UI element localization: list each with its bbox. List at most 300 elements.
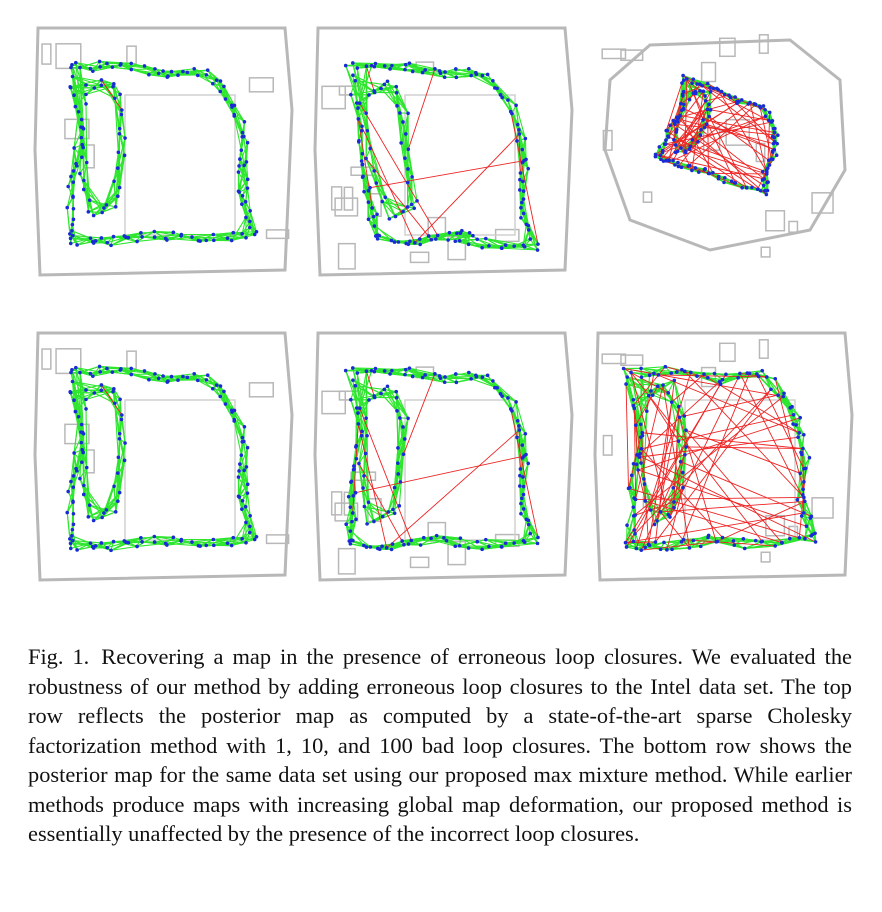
pose-node xyxy=(240,135,244,139)
map-panel-bottom-1 xyxy=(30,325,300,590)
pose-node xyxy=(245,465,249,469)
pose-node xyxy=(802,467,806,471)
pose-node xyxy=(231,536,235,540)
pose-node xyxy=(390,64,394,68)
pose-node xyxy=(349,538,353,542)
pose-node xyxy=(349,505,353,509)
pose-node xyxy=(707,172,711,176)
pose-node xyxy=(702,90,706,94)
pose-node xyxy=(705,122,709,126)
pose-node xyxy=(69,547,73,551)
pose-node xyxy=(68,85,72,89)
pose-node xyxy=(367,93,371,97)
pose-node xyxy=(518,428,522,432)
pose-node xyxy=(98,60,102,64)
pose-node xyxy=(75,548,79,552)
pose-node xyxy=(767,159,771,163)
pose-node xyxy=(244,521,248,525)
pose-node xyxy=(81,146,85,150)
pose-node xyxy=(805,524,809,528)
loop-closure-edge xyxy=(67,208,70,234)
pose-node xyxy=(518,132,522,136)
pose-node xyxy=(85,161,89,165)
pose-node xyxy=(372,394,376,398)
pose-node xyxy=(724,373,728,377)
pose-node xyxy=(123,154,127,158)
erroneous-loop-closure xyxy=(370,161,524,188)
pose-node xyxy=(658,145,662,149)
pose-node xyxy=(394,215,398,219)
room-wall xyxy=(42,44,51,64)
pose-node xyxy=(528,237,532,241)
pose-node xyxy=(393,511,397,515)
pose-node xyxy=(368,186,372,190)
pose-node xyxy=(166,74,170,78)
pose-node xyxy=(800,453,804,457)
pose-node xyxy=(72,398,76,402)
pose-node xyxy=(92,241,96,245)
pose-node xyxy=(518,188,522,192)
courtyard-outline xyxy=(125,95,235,235)
pose-node xyxy=(433,67,437,71)
pose-node xyxy=(219,384,223,388)
pose-node xyxy=(765,193,769,197)
pose-node xyxy=(140,540,144,544)
pose-node xyxy=(487,244,491,248)
pose-node xyxy=(93,391,97,395)
pose-node xyxy=(458,544,462,548)
pose-node xyxy=(231,231,235,235)
pose-node xyxy=(114,510,118,514)
pose-node xyxy=(733,95,737,99)
pose-node xyxy=(361,163,365,167)
pose-node xyxy=(395,409,399,413)
pose-node xyxy=(755,372,759,376)
pose-node xyxy=(458,239,462,243)
room-wall xyxy=(127,351,136,369)
pose-node xyxy=(147,378,151,382)
pose-node xyxy=(765,172,769,176)
pose-node xyxy=(798,472,802,476)
pose-node xyxy=(788,406,792,410)
pose-node xyxy=(765,181,769,185)
pose-node xyxy=(702,372,706,376)
pose-node xyxy=(796,435,800,439)
pose-node xyxy=(170,375,174,379)
pose-node xyxy=(690,169,694,173)
pose-node xyxy=(71,500,75,504)
pose-node xyxy=(474,71,478,75)
pose-node xyxy=(79,441,83,445)
room-wall xyxy=(603,436,612,455)
pose-node xyxy=(112,235,116,239)
pose-node xyxy=(70,229,74,233)
pose-node xyxy=(395,104,399,108)
pose-node xyxy=(664,142,668,146)
pose-node xyxy=(120,108,124,112)
room-wall xyxy=(766,211,785,231)
pose-node xyxy=(82,432,86,436)
pose-node xyxy=(355,371,359,375)
pose-node xyxy=(206,68,210,72)
erroneous-loop-closure xyxy=(709,173,767,174)
pose-node xyxy=(237,170,241,174)
room-wall xyxy=(411,252,429,262)
pose-node xyxy=(404,132,408,136)
pose-node xyxy=(105,203,109,207)
pose-node xyxy=(460,229,464,233)
pose-node xyxy=(814,540,818,544)
pose-node xyxy=(671,119,675,123)
erroneous-loop-closure xyxy=(387,430,520,548)
pose-node xyxy=(423,373,427,377)
pose-node xyxy=(730,179,734,183)
pose-node xyxy=(355,457,359,461)
pose-node xyxy=(395,91,399,95)
pose-node xyxy=(519,171,523,175)
pose-node xyxy=(654,153,658,157)
pose-node xyxy=(248,209,252,213)
room-wall xyxy=(761,247,770,257)
pose-node xyxy=(383,64,387,68)
pose-node xyxy=(356,106,360,110)
pose-node xyxy=(387,510,391,514)
pose-node xyxy=(528,532,532,536)
pose-node xyxy=(253,233,257,237)
pose-node xyxy=(351,378,355,382)
pose-node xyxy=(100,83,104,87)
pose-node xyxy=(129,62,133,66)
pose-node xyxy=(674,151,678,155)
pose-node xyxy=(688,147,692,151)
pose-node xyxy=(803,500,807,504)
room-wall xyxy=(42,349,51,369)
pose-node xyxy=(469,377,473,381)
pose-node xyxy=(82,127,86,131)
pose-node xyxy=(360,124,364,128)
pose-node xyxy=(394,390,398,394)
room-wall xyxy=(339,549,356,574)
pose-node xyxy=(661,149,665,153)
pose-node xyxy=(459,536,463,540)
pose-node xyxy=(129,68,133,72)
pose-node xyxy=(364,157,368,161)
pose-node xyxy=(69,371,73,375)
pose-node xyxy=(349,529,353,533)
pose-node xyxy=(374,367,378,371)
pose-node xyxy=(748,101,752,105)
room-wall xyxy=(789,221,797,232)
pose-node xyxy=(380,200,384,204)
pose-node xyxy=(246,446,250,450)
pose-node xyxy=(406,205,410,209)
pose-node xyxy=(406,111,410,115)
pose-node xyxy=(677,116,681,120)
pose-node xyxy=(701,118,705,122)
pose-node xyxy=(668,124,672,128)
pose-node xyxy=(240,507,244,511)
pose-node xyxy=(369,545,373,549)
pose-node xyxy=(386,384,390,388)
pose-node xyxy=(211,82,215,86)
pose-node xyxy=(776,133,780,137)
room-wall xyxy=(643,192,651,202)
pose-node xyxy=(72,169,76,173)
pose-node xyxy=(506,98,510,102)
pose-node xyxy=(711,171,715,175)
pose-node xyxy=(105,241,109,245)
pose-node xyxy=(484,538,488,542)
pose-node xyxy=(762,104,766,108)
pose-node xyxy=(84,83,88,87)
pose-node xyxy=(386,79,390,83)
pose-node xyxy=(100,541,104,545)
pose-node xyxy=(697,170,701,174)
pose-node xyxy=(68,232,72,236)
erroneous-loop-closure xyxy=(635,389,771,534)
pose-node xyxy=(74,366,78,370)
pose-node xyxy=(467,371,471,375)
pose-node xyxy=(408,240,412,244)
pose-node xyxy=(443,70,447,74)
pose-node xyxy=(100,236,104,240)
pose-node xyxy=(118,397,122,401)
pose-node xyxy=(404,368,408,372)
pose-node xyxy=(113,401,117,405)
pose-node xyxy=(809,534,813,538)
pose-node xyxy=(430,238,434,242)
pose-node xyxy=(519,216,523,220)
pose-node xyxy=(353,384,357,388)
pose-node xyxy=(72,523,76,527)
pose-node xyxy=(122,539,126,543)
pose-node xyxy=(248,226,252,230)
pose-node xyxy=(486,73,490,77)
pose-node xyxy=(372,89,376,93)
pose-node xyxy=(792,413,796,417)
pose-node xyxy=(522,243,526,247)
pose-node xyxy=(407,148,411,152)
pose-node xyxy=(454,67,458,71)
pose-node xyxy=(172,231,176,235)
pose-node xyxy=(393,240,397,244)
pose-node xyxy=(356,411,360,415)
map-panel-top-1 xyxy=(30,20,300,285)
pose-node xyxy=(84,398,88,402)
pose-node xyxy=(722,181,726,185)
pose-node xyxy=(518,178,522,182)
pose-node xyxy=(803,537,807,541)
pose-node xyxy=(78,66,82,70)
pose-node xyxy=(116,471,120,475)
pose-node xyxy=(719,382,723,386)
pose-node xyxy=(471,234,475,238)
pose-node xyxy=(800,514,804,518)
pose-node xyxy=(520,201,524,205)
pose-node xyxy=(248,220,252,224)
pose-node xyxy=(237,164,241,168)
pose-node xyxy=(740,98,744,102)
loop-closure-edge xyxy=(88,517,102,518)
pose-node xyxy=(399,141,403,145)
pose-node xyxy=(147,73,151,77)
pose-node xyxy=(360,434,364,438)
pose-node xyxy=(659,154,663,158)
pose-node xyxy=(433,372,437,376)
pose-node xyxy=(370,206,374,210)
pose-node xyxy=(74,61,78,65)
pose-node xyxy=(443,380,447,384)
pose-node xyxy=(143,369,147,373)
pose-node xyxy=(88,198,92,202)
pose-node xyxy=(248,531,252,535)
pose-node xyxy=(218,90,222,94)
pose-node xyxy=(246,482,250,486)
pose-node xyxy=(682,103,686,107)
pose-node xyxy=(87,515,91,519)
pose-node xyxy=(733,543,737,547)
pose-node xyxy=(400,539,404,543)
pose-node xyxy=(401,120,405,124)
room-wall xyxy=(812,498,833,518)
pose-node xyxy=(516,419,520,423)
pose-node xyxy=(406,167,410,171)
pose-node xyxy=(82,188,86,192)
pose-node xyxy=(243,120,247,124)
pose-node xyxy=(192,67,196,71)
pose-node xyxy=(190,235,194,239)
pose-node xyxy=(411,375,415,379)
pose-node xyxy=(244,216,248,220)
pose-node xyxy=(196,74,200,78)
map-walls xyxy=(602,35,845,257)
pose-node xyxy=(788,537,792,541)
pose-node xyxy=(98,365,102,369)
pose-node xyxy=(514,104,518,108)
pose-node xyxy=(143,64,147,68)
pose-node xyxy=(367,398,371,402)
pose-node xyxy=(519,512,523,516)
pose-node xyxy=(212,233,216,237)
pose-node xyxy=(75,243,79,247)
pose-node xyxy=(699,128,703,132)
pose-node xyxy=(116,499,120,503)
courtyard-outline xyxy=(125,400,235,540)
pose-node xyxy=(75,469,79,473)
pose-node xyxy=(745,186,749,190)
pose-node xyxy=(701,84,705,88)
pose-node xyxy=(118,127,122,131)
pose-node xyxy=(519,206,523,210)
pose-node xyxy=(372,169,376,173)
pose-node xyxy=(664,138,668,142)
pose-node xyxy=(372,215,376,219)
pose-node xyxy=(246,141,250,145)
pose-node xyxy=(80,118,84,122)
pose-node xyxy=(671,159,675,163)
pose-node xyxy=(445,539,449,543)
pose-node xyxy=(373,224,377,228)
pose-node xyxy=(510,409,514,413)
pose-node xyxy=(129,373,133,377)
pose-node xyxy=(536,242,540,246)
pose-node xyxy=(759,189,763,193)
pose-node xyxy=(383,196,387,200)
pose-node xyxy=(351,73,355,77)
pose-node xyxy=(238,462,242,466)
pose-node xyxy=(435,534,439,538)
pose-node xyxy=(527,523,531,527)
pose-node xyxy=(71,180,75,184)
bad-edges xyxy=(655,75,777,194)
pose-node xyxy=(139,536,143,540)
pose-node xyxy=(415,199,419,203)
pose-node xyxy=(760,540,764,544)
pose-node xyxy=(796,498,800,502)
pose-node xyxy=(117,455,121,459)
pose-node xyxy=(514,400,518,404)
pose-node xyxy=(375,181,379,185)
pose-node xyxy=(522,189,526,193)
pose-node xyxy=(74,410,78,414)
pose-node xyxy=(422,536,426,540)
pose-node xyxy=(664,365,668,369)
pose-node xyxy=(468,231,472,235)
pose-node xyxy=(98,370,102,374)
pose-node xyxy=(522,539,526,543)
pose-node xyxy=(773,377,777,381)
pose-node xyxy=(383,369,387,373)
pose-node xyxy=(515,139,519,143)
pose-node xyxy=(808,516,812,520)
pose-node xyxy=(682,78,686,82)
pose-node xyxy=(232,419,236,423)
pose-node xyxy=(197,544,201,548)
pose-node xyxy=(111,65,115,69)
pose-node xyxy=(418,243,422,247)
pose-node xyxy=(362,474,366,478)
pose-node xyxy=(768,163,772,167)
pose-node xyxy=(526,167,530,171)
loop-closure-edge xyxy=(67,513,70,539)
pose-node xyxy=(71,223,75,227)
pose-node xyxy=(536,542,540,546)
pose-node xyxy=(802,433,806,437)
pose-node xyxy=(205,73,209,77)
pose-node xyxy=(522,197,526,201)
pose-node xyxy=(738,372,742,376)
erroneous-loop-closure xyxy=(663,161,708,173)
pose-node xyxy=(237,190,241,194)
pose-node xyxy=(721,378,725,382)
pose-node xyxy=(512,541,516,545)
pose-node xyxy=(439,376,443,380)
pose-node xyxy=(403,156,407,160)
pose-node xyxy=(763,189,767,193)
pose-node xyxy=(504,541,508,545)
pose-node xyxy=(680,166,684,170)
pose-node xyxy=(409,539,413,543)
pose-node xyxy=(688,98,692,102)
pose-node xyxy=(408,61,412,65)
pose-node xyxy=(204,239,208,243)
pose-node xyxy=(248,514,252,518)
pose-node xyxy=(248,525,252,529)
erroneous-loop-closure xyxy=(403,374,434,454)
pose-node xyxy=(360,159,364,163)
pose-node xyxy=(394,85,398,89)
pose-node xyxy=(403,437,407,441)
